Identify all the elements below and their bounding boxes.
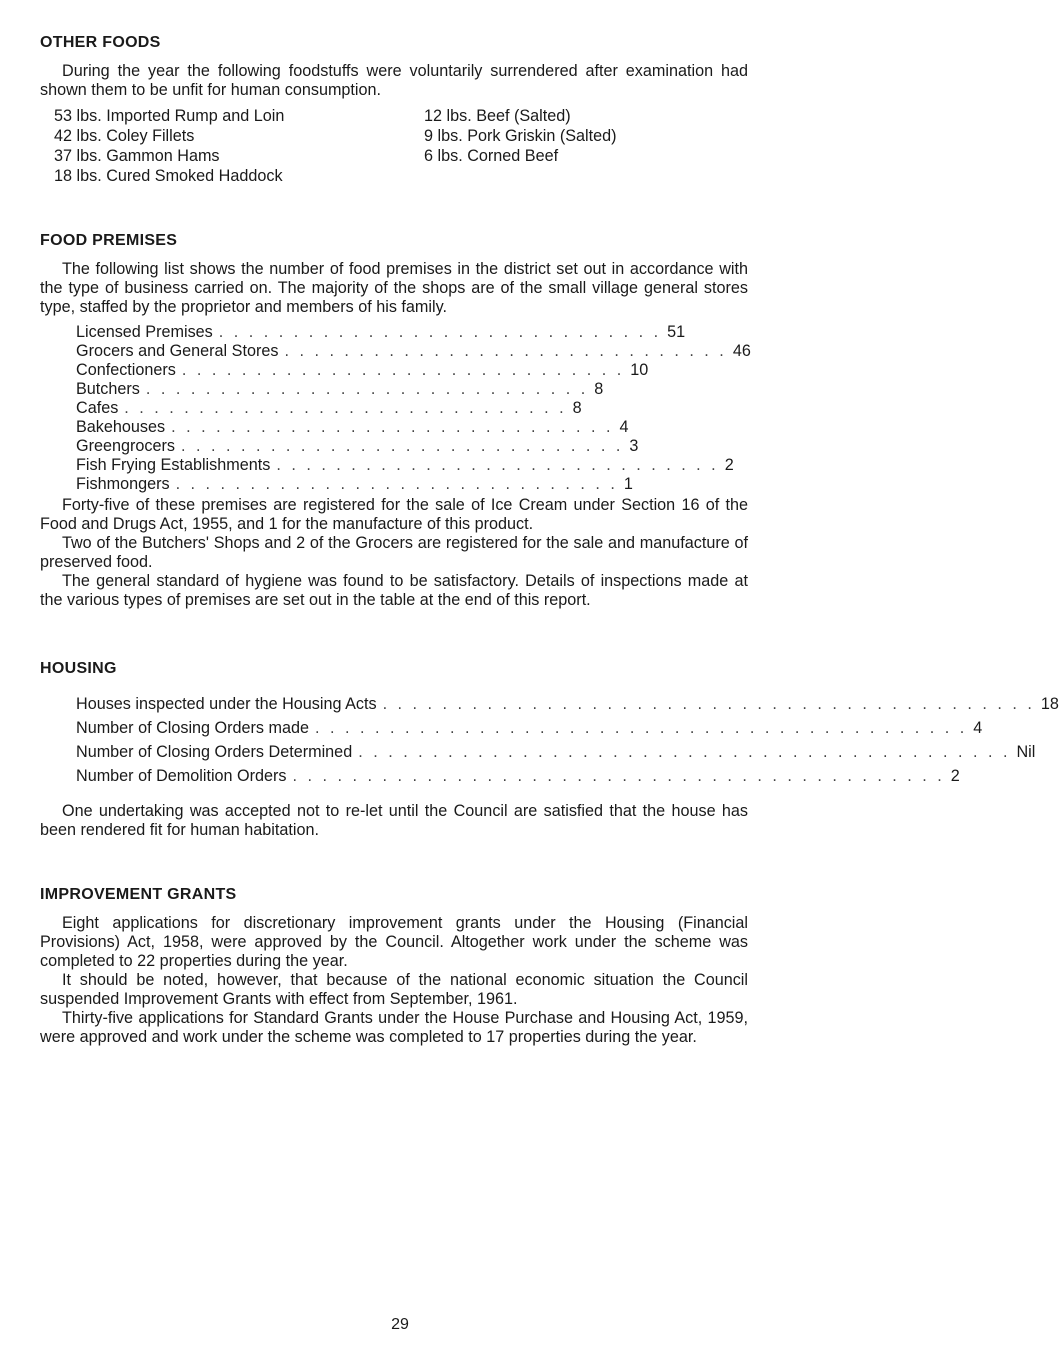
premises-row: Butchers . . . . . . . . . . . . . . . . . . . . . . . . . . . . . . 8 (76, 380, 604, 398)
housing-row: Houses inspected under the Housing Acts . . . . . . . . . . . . . . . . . . . . . . . . . . . . . . . . . . . . . . . . . . . . 18 (76, 695, 1059, 713)
improvement-grants-section (40, 886, 748, 1047)
improvement-grants-heading: IMPROVEMENT GRANTS (40, 886, 237, 903)
suspension-paragraph: It should be noted, however, that because of the national economic situation the Council suspended Improvement Grants with effect from September, 1961. (40, 971, 748, 1008)
food-item: 6 lbs. Corned Beef (424, 147, 559, 165)
hygiene-paragraph: The general standard of hygiene was found to be satisfactory. Details of inspections made at the various types of premises are set out in the table at the end of this report. (40, 572, 748, 609)
ice-cream-paragraph: Forty-five of these premises are registered for the sale of Ice Cream under Section 16 of the Food and Drugs Act, 1955, and 1 for the manufacture of this product. (40, 496, 748, 533)
standard-grants-paragraph: Thirty-five applications for Standard Grants under the House Purchase and Housing Act, 1959, were approved and work under the scheme was completed to 17 properties during the year. (40, 1009, 748, 1046)
food-item: 9 lbs. Pork Griskin (Salted) (424, 127, 617, 145)
premises-row: Cafes . . . . . . . . . . . . . . . . . . . . . . . . . . . . . . 8 (76, 399, 582, 417)
food-item: 42 lbs. Coley Fillets (54, 127, 195, 145)
food-item: 37 lbs. Gammon Hams (54, 147, 220, 165)
surrendered-foods-list (54, 106, 748, 186)
food-item: 53 lbs. Imported Rump and Loin (54, 107, 285, 125)
housing-section (40, 660, 1059, 840)
food-premises-section (40, 232, 751, 610)
premises-row: Greengrocers . . . . . . . . . . . . . . . . . . . . . . . . . . . . . . 3 (76, 437, 639, 455)
food-premises-intro: The following list shows the number of food premises in the district set out in accordance with the type of business carried on. The majority of the shops are of the small village general stores type, staffed by the proprietor and members of his family. (40, 260, 748, 316)
housing-list (76, 692, 1059, 788)
housing-row: Number of Closing Orders Determined . . . . . . . . . . . . . . . . . . . . . . . . . . . . . . . . . . . . . . . . . . . . Nil (76, 743, 1036, 761)
premises-row: Fishmongers . . . . . . . . . . . . . . . . . . . . . . . . . . . . . . 1 (76, 475, 633, 493)
housing-row: Number of Closing Orders made . . . . . . . . . . . . . . . . . . . . . . . . . . . . . . . . . . . . . . . . . . . . 4 (76, 719, 983, 737)
report-page (40, 34, 1059, 1047)
housing-heading: HOUSING (40, 660, 117, 677)
page-number: 29 (391, 1316, 409, 1333)
other-foods-section (40, 34, 748, 186)
food-item: 12 lbs. Beef (Salted) (424, 107, 571, 125)
food-item: 18 lbs. Cured Smoked Haddock (54, 167, 283, 185)
food-premises-heading: FOOD PREMISES (40, 232, 178, 249)
premises-row: Confectioners . . . . . . . . . . . . . . . . . . . . . . . . . . . . . . 10 (76, 361, 649, 379)
preserved-food-paragraph: Two of the Butchers' Shops and 2 of the Grocers are registered for the sale and manufacture of preserved food. (40, 534, 748, 571)
premises-row: Bakehouses . . . . . . . . . . . . . . . . . . . . . . . . . . . . . . 4 (76, 418, 629, 436)
housing-paragraph: One undertaking was accepted not to re-let until the Council are satisfied that the house has been rendered fit for human habitation. (40, 802, 748, 839)
discretionary-grants-paragraph: Eight applications for discretionary improvement grants under the Housing (Financial Provisions) Act, 1958, were approved by the Council. Altogether work under the scheme was completed to 22 properties during the year. (40, 914, 748, 970)
premises-list (76, 323, 751, 494)
premises-row: Licensed Premises . . . . . . . . . . . . . . . . . . . . . . . . . . . . . . 51 (76, 323, 686, 341)
premises-row: Grocers and General Stores . . . . . . . . . . . . . . . . . . . . . . . . . . . . . . 46 (76, 342, 751, 360)
other-foods-heading: OTHER FOODS (40, 34, 161, 51)
premises-row: Fish Frying Establishments . . . . . . . . . . . . . . . . . . . . . . . . . . . . . . 2 (76, 456, 734, 474)
housing-row: Number of Demolition Orders . . . . . . . . . . . . . . . . . . . . . . . . . . . . . . . . . . . . . . . . . . . . 2 (76, 767, 960, 785)
other-foods-intro: During the year the following foodstuffs were voluntarily surrendered after examination had shown them to be unfit for human consumption. (40, 62, 748, 99)
